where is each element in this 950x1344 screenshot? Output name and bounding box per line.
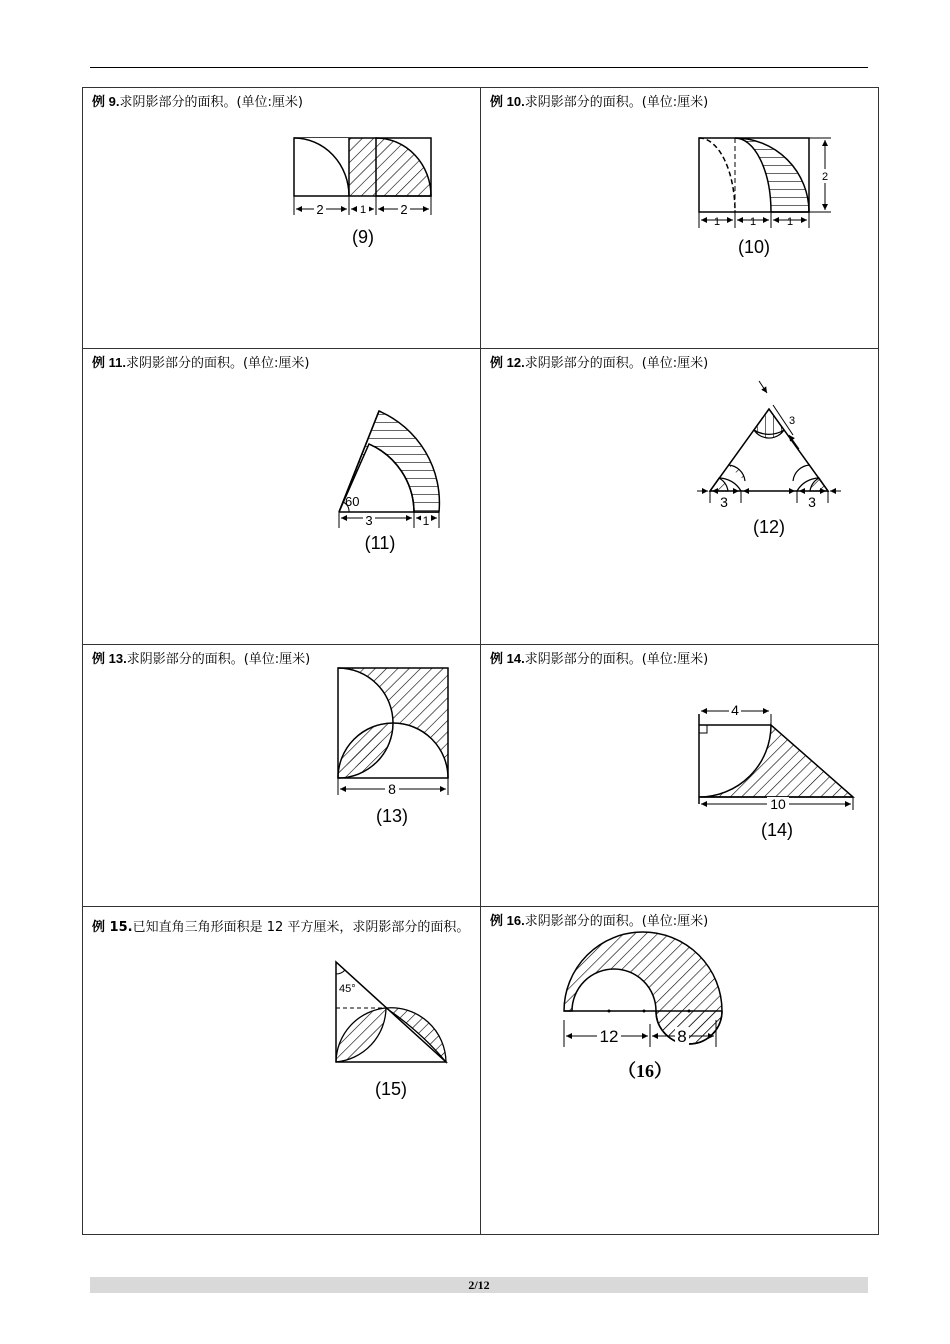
- problem-text: 例 15.已知直角三角形面积是 12 平方厘米，求阴影部分的面积。: [92, 920, 470, 935]
- problem-text: 例 11.求阴影部分的面积。(单位:厘米): [92, 355, 310, 371]
- problem-cell-10: [481, 88, 879, 349]
- dim-label: 2: [400, 202, 408, 217]
- dim-label: 4: [731, 702, 739, 718]
- dim-label: 10: [770, 796, 786, 812]
- dim-label: 8: [677, 1027, 687, 1046]
- problem-cell-9: [83, 88, 481, 349]
- figure-caption: (14): [760, 820, 794, 840]
- problem-text: 例 10.求阴影部分的面积。(单位:厘米): [490, 94, 709, 110]
- dim-label: 1: [749, 216, 757, 228]
- problem-cell-16: [481, 907, 879, 1235]
- problem-cell-13: [83, 645, 481, 907]
- page-footer: [90, 1277, 868, 1293]
- figure-9: [288, 133, 438, 248]
- angle-label: 45°: [339, 983, 356, 995]
- figure-14: [691, 700, 866, 850]
- problem-cell-12: [481, 349, 879, 645]
- dim-label: 2: [821, 171, 829, 183]
- figure-16: [557, 932, 727, 1117]
- figure-caption: (9): [352, 227, 374, 247]
- header-rule: [90, 67, 868, 68]
- figure-caption: (13): [375, 806, 409, 826]
- dim-label: 3: [720, 494, 728, 510]
- angle-label: 60: [345, 494, 360, 509]
- dim-label: 2: [316, 202, 324, 217]
- problem-cell-11: [83, 349, 481, 645]
- page-number: 2/12: [468, 1278, 490, 1292]
- problem-cell-15: [83, 907, 481, 1235]
- problem-cell-14: [481, 645, 879, 907]
- dim-label: 3: [808, 494, 816, 510]
- figure-10: [691, 133, 841, 263]
- dim-label: 8: [388, 781, 396, 797]
- problem-table: [82, 87, 879, 1235]
- figure-15: [331, 962, 461, 1107]
- figure-caption: (11): [364, 533, 396, 553]
- figure-caption: (10): [737, 237, 771, 257]
- figure-caption: （16）: [618, 1061, 672, 1081]
- problem-text: 例 9.求阴影部分的面积。(单位:厘米): [92, 94, 303, 110]
- dim-label: 3: [365, 513, 373, 528]
- dim-label: 1: [713, 216, 721, 228]
- problem-text: 例 16.求阴影部分的面积。(单位:厘米): [490, 913, 709, 929]
- figure-12: [693, 379, 853, 539]
- dim-label: 1: [786, 216, 794, 228]
- dim-label: 1: [359, 204, 367, 216]
- figure-caption: (15): [374, 1079, 408, 1099]
- svg-text:3: 3: [789, 415, 796, 427]
- problem-text: 例 12.求阴影部分的面积。(单位:厘米): [490, 355, 709, 371]
- figure-11: [335, 406, 455, 556]
- figure-13: [333, 665, 458, 835]
- dim-label: 12: [599, 1027, 619, 1046]
- problem-text: 例 14.求阴影部分的面积。(单位:厘米): [490, 651, 709, 667]
- figure-caption: (12): [752, 517, 786, 537]
- problem-text: 例 13.求阴影部分的面积。(单位:厘米): [92, 651, 311, 667]
- dim-label: 1: [422, 514, 430, 528]
